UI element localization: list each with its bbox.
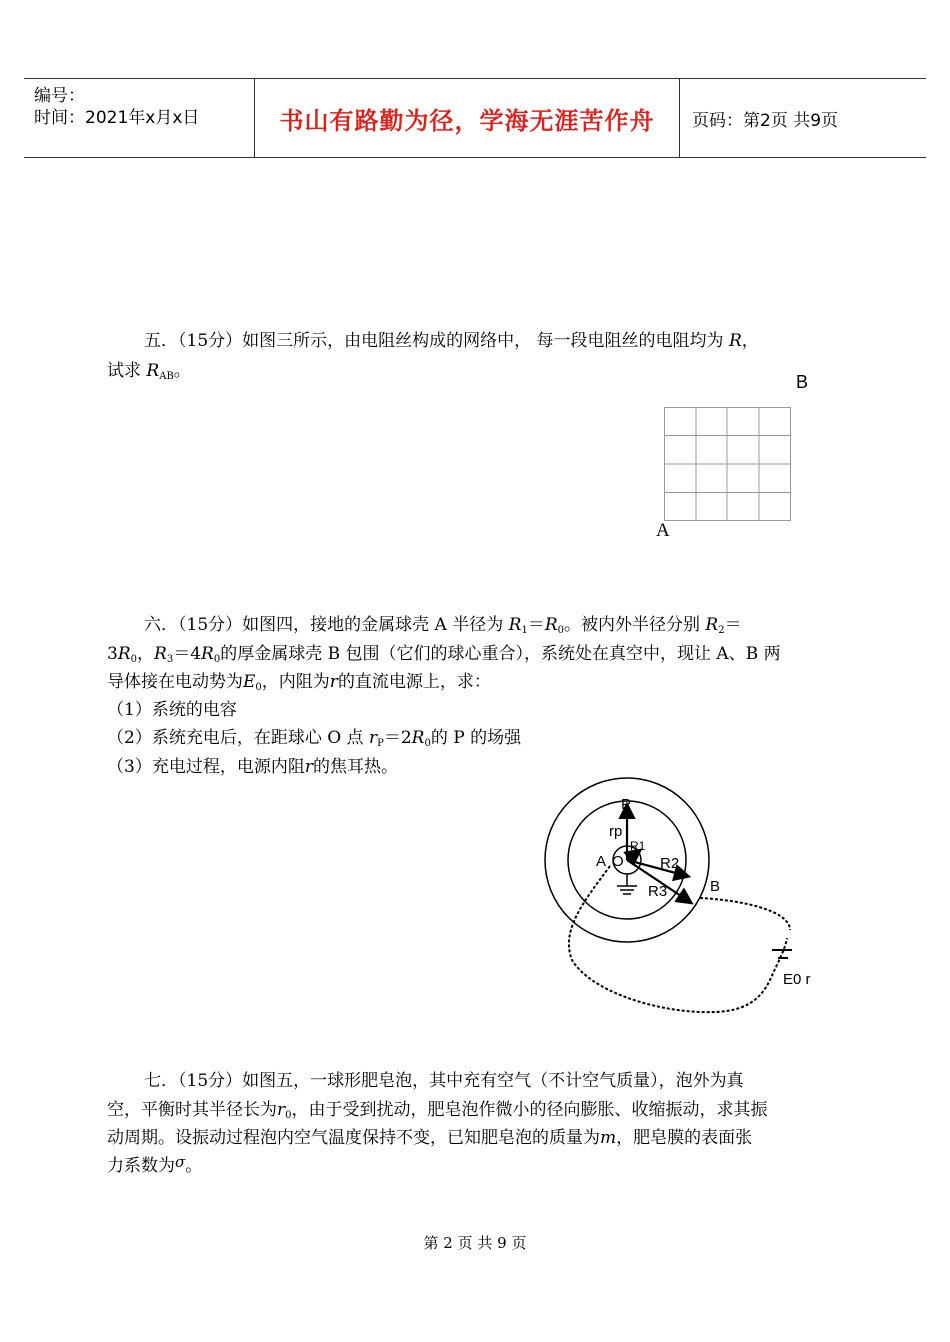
q6-item1: （1）系统的电容 xyxy=(107,700,237,720)
header-page-info: 页码：第2页 共9页 xyxy=(692,110,839,131)
q6-item3: （3）充电过程，电源内阻r的焦耳热。 xyxy=(107,757,398,777)
q7-line4: 力系数为σ。 xyxy=(107,1153,203,1176)
q6-line2: $3R_0$，$R_3=4R_0$的厚金属球壳 B 包围（它们的球心重合），系统处在真空中，现让 A、B 两 xyxy=(107,644,781,665)
time-label: 时间：2021年x月x日 xyxy=(34,108,200,128)
label-e0r: E0 r xyxy=(783,971,811,988)
header-motto: 书山有路勤为径，学海无涯苦作舟 xyxy=(254,79,680,157)
resistor-grid-figure xyxy=(664,407,791,521)
q5-line2: 试求 $R_{AB}$。 xyxy=(107,361,191,382)
header-left xyxy=(24,79,255,157)
label-rp: rp xyxy=(609,823,623,840)
wire-a-to-source xyxy=(569,866,787,1012)
label-r1: R1 xyxy=(630,839,646,853)
q7-line1: 七．（15分）如图五，一球形肥皂泡，其中充有空气（不计空气质量），泡外为真 xyxy=(144,1071,744,1091)
label-o: O xyxy=(612,853,624,870)
grid-label-a: A xyxy=(656,520,670,541)
page-header xyxy=(24,78,926,158)
label-b: B xyxy=(710,878,721,895)
q5-line1: 五．（15分）如图三所示，由电阻丝构成的网络中， 每一段电阻丝的电阻均为 R， xyxy=(144,331,759,351)
label-p: P xyxy=(621,796,632,813)
wire-b-to-source xyxy=(700,898,790,930)
spherical-shells-figure xyxy=(540,774,830,1024)
page-footer: 第 2 页 共 9 页 xyxy=(423,1234,527,1252)
q7-line2: 空，平衡时其半径长为$r_0$，由于受到扰动，肥皂泡作微小的径向膨胀、收缩振动，求其振 xyxy=(107,1100,768,1121)
grid-label-b: B xyxy=(796,372,809,392)
label-a: A xyxy=(596,853,607,870)
q6-item2: （2）系统充电后，在距球心 O 点 $r_P=2R_0$的 P 的场强 xyxy=(107,728,522,749)
q6-line3: 导体接在电动势为$E_0$，内阻为r的直流电源上，求： xyxy=(107,672,491,693)
number-label: 编号： xyxy=(34,86,85,106)
label-r2: R2 xyxy=(660,855,680,872)
q6-line1: 六．（15分）如图四，接地的金属球壳 A 半径为 $R_1=R_0$。被内外半径分别 $R_2=$ xyxy=(144,615,742,636)
label-r3: R3 xyxy=(648,883,668,900)
q7-line3: 动周期。设振动过程泡内空气温度保持不变，已知肥皂泡的质量为m，肥皂膜的表面张 xyxy=(107,1128,753,1148)
